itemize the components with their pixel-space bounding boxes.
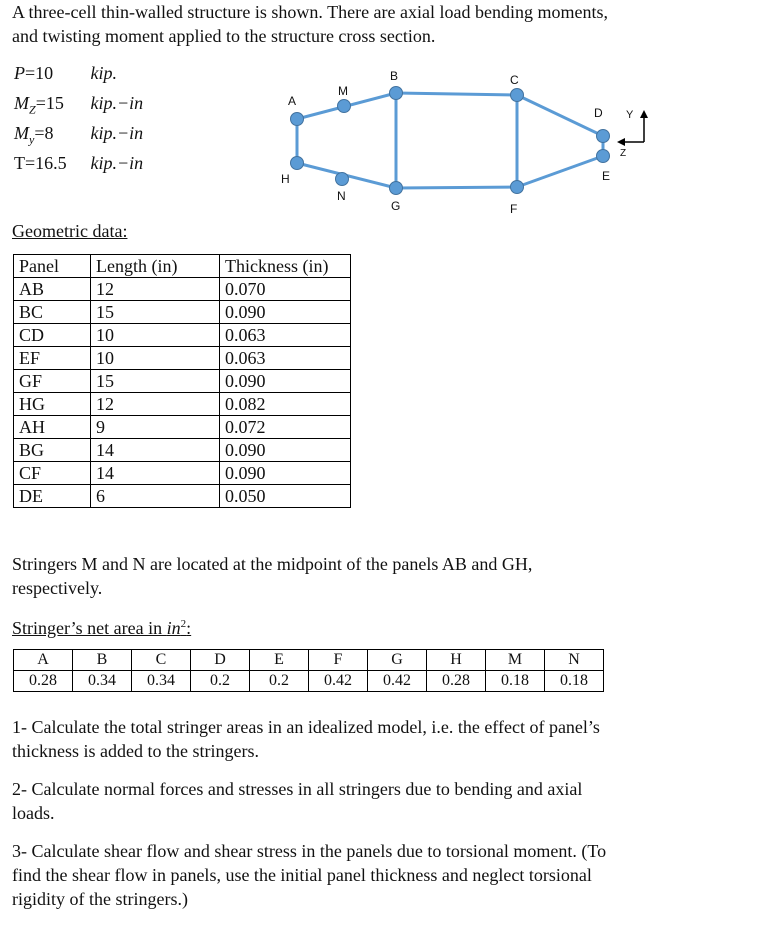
load-symbol: M — [14, 123, 29, 143]
load-symbol: P — [14, 63, 25, 83]
z-arrow-head — [617, 138, 625, 146]
stringer-value: 0.34 — [73, 671, 132, 692]
stringer-value: 0.28 — [427, 671, 486, 692]
node-labels — [281, 69, 610, 216]
stringer-area-unit: in — [166, 618, 181, 638]
thickness-cell: 0.090 — [220, 439, 351, 462]
node-D — [597, 130, 610, 143]
stringer-label: A — [14, 650, 73, 671]
geometric-data-heading: Geometric data: — [12, 221, 128, 241]
header-length: Length (in) — [91, 255, 220, 278]
intro-line-2: and twisting moment applied to the structure cross section. — [12, 26, 436, 46]
stringer-value: 0.2 — [191, 671, 250, 692]
question-2 — [12, 777, 772, 825]
stringer-label: F — [309, 650, 368, 671]
question-3-line-2: find the shear flow in panels, use the initial panel thickness and neglect torsional — [12, 865, 592, 885]
load-subscript: Z — [29, 102, 36, 117]
load-subscript: y — [29, 132, 35, 147]
stringer-value: 0.18 — [545, 671, 604, 692]
stringer-label: H — [427, 650, 486, 671]
thickness-cell: 0.072 — [220, 416, 351, 439]
table-row — [14, 393, 351, 416]
node-label-E: E — [602, 169, 611, 183]
length-cell: 6 — [91, 485, 220, 508]
stringer-area-heading — [12, 612, 191, 640]
stringer-label: C — [132, 650, 191, 671]
panel-BC — [396, 93, 517, 95]
table-row — [14, 439, 351, 462]
node-H — [291, 157, 304, 170]
header-thickness: Thickness (in) — [220, 255, 351, 278]
panel-cell: BC — [14, 301, 91, 324]
question-3-line-1: 3- Calculate shear flow and shear stress in the panels due to torsional moment. (To — [12, 841, 607, 861]
question-3 — [12, 839, 772, 911]
stringer-value: 0.42 — [368, 671, 427, 692]
node-M — [338, 100, 351, 113]
length-cell: 12 — [91, 278, 220, 301]
stringer-value: 0.42 — [309, 671, 368, 692]
y-arrow-head — [640, 110, 648, 118]
question-1-line-2: thickness is added to the stringers. — [12, 741, 259, 761]
load-value: =10 — [25, 63, 54, 83]
panel-cell: AB — [14, 278, 91, 301]
length-cell: 14 — [91, 462, 220, 485]
length-cell: 10 — [91, 347, 220, 370]
load-row — [14, 118, 143, 148]
load-row — [14, 88, 143, 118]
node-G — [390, 182, 403, 195]
node-A — [291, 113, 304, 126]
node-B — [390, 87, 403, 100]
load-unit: kip. — [90, 63, 117, 83]
thickness-cell: 0.050 — [220, 485, 351, 508]
panel-cell: DE — [14, 485, 91, 508]
stringer-value: 0.28 — [14, 671, 73, 692]
load-value: =8 — [34, 123, 54, 143]
load-row — [14, 148, 143, 178]
panel-CD — [517, 95, 603, 136]
node-label-H: H — [281, 172, 290, 186]
thickness-cell: 0.063 — [220, 324, 351, 347]
stringer-note — [12, 552, 772, 600]
node-N — [336, 173, 349, 186]
thickness-cell: 0.063 — [220, 347, 351, 370]
length-cell: 15 — [91, 370, 220, 393]
panel-GF — [396, 187, 517, 188]
load-row — [14, 58, 143, 88]
stringer-value: 0.34 — [132, 671, 191, 692]
length-cell: 9 — [91, 416, 220, 439]
panel-cell: EF — [14, 347, 91, 370]
node-C — [511, 89, 524, 102]
question-2-line-1: 2- Calculate normal forces and stresses in all stringers due to bending and axial — [12, 779, 583, 799]
length-cell: 15 — [91, 301, 220, 324]
geometric-data-table — [13, 254, 351, 508]
panel-cell: GF — [14, 370, 91, 393]
load-value: =15 — [35, 93, 64, 113]
load-symbol: T — [14, 153, 25, 173]
table-row — [14, 462, 351, 485]
stringer-value: 0.2 — [250, 671, 309, 692]
stringer-label: E — [250, 650, 309, 671]
node-label-C: C — [510, 73, 519, 87]
stringer-label: D — [191, 650, 250, 671]
stringer-area-heading-text: Stringer’s net area in — [12, 618, 167, 638]
node-E — [597, 150, 610, 163]
question-1-line-1: 1- Calculate the total stringer areas in an idealized model, i.e. the effect of panel’s — [12, 717, 600, 737]
table-row — [14, 278, 351, 301]
problem-intro — [12, 0, 772, 48]
node-label-F: F — [510, 202, 518, 216]
stringer-note-line-2: respectively. — [12, 578, 103, 598]
intro-line-1: A three-cell thin-walled structure is shown. There are axial load bending moments, — [12, 2, 608, 22]
stringer-label: N — [545, 650, 604, 671]
load-value: =16.5 — [25, 153, 67, 173]
panel-cell: CD — [14, 324, 91, 347]
panel-cell: HG — [14, 393, 91, 416]
stringer-value-row — [14, 671, 604, 692]
question-1 — [12, 715, 772, 763]
table-row — [14, 301, 351, 324]
load-unit: kip.−in — [90, 123, 144, 143]
node-label-N: N — [337, 189, 346, 203]
load-symbol: M — [14, 93, 29, 113]
table-row — [14, 485, 351, 508]
z-axis-label: Z — [620, 148, 627, 159]
stringer-area-exponent: 2 — [180, 618, 187, 630]
stringer-label: M — [486, 650, 545, 671]
panel-EF — [517, 156, 603, 187]
load-unit: kip.−in — [90, 153, 144, 173]
load-unit: kip.−in — [90, 93, 144, 113]
axis-indicator — [617, 109, 648, 159]
node-label-G: G — [391, 199, 401, 213]
panel-cell: BG — [14, 439, 91, 462]
length-cell: 14 — [91, 439, 220, 462]
stringer-nodes — [291, 87, 610, 195]
question-2-line-2: loads. — [12, 803, 55, 823]
thickness-cell: 0.090 — [220, 301, 351, 324]
thickness-cell: 0.090 — [220, 370, 351, 393]
loads-list — [14, 58, 143, 178]
node-label-M: M — [338, 84, 348, 98]
y-axis-label: Y — [626, 109, 634, 121]
length-cell: 10 — [91, 324, 220, 347]
thickness-cell: 0.082 — [220, 393, 351, 416]
stringer-label-row — [14, 650, 604, 671]
stringer-area-colon: : — [186, 618, 192, 638]
question-3-line-3: rigidity of the stringers.) — [12, 889, 188, 909]
table-header-row — [14, 255, 351, 278]
table-row — [14, 416, 351, 439]
table-row — [14, 324, 351, 347]
node-label-A: A — [288, 94, 297, 108]
thickness-cell: 0.090 — [220, 462, 351, 485]
length-cell: 12 — [91, 393, 220, 416]
stringer-label: B — [73, 650, 132, 671]
stringer-note-line-1: Stringers M and N are located at the midpoint of the panels AB and GH, — [12, 554, 533, 574]
table-row — [14, 370, 351, 393]
node-label-B: B — [390, 69, 399, 83]
cross-section-diagram — [270, 60, 670, 230]
node-F — [511, 181, 524, 194]
panel-cell: AH — [14, 416, 91, 439]
stringer-label: G — [368, 650, 427, 671]
node-label-D: D — [594, 106, 603, 120]
panel-cell: CF — [14, 462, 91, 485]
stringer-area-table — [13, 649, 604, 692]
header-panel: Panel — [14, 255, 91, 278]
thickness-cell: 0.070 — [220, 278, 351, 301]
table-row — [14, 347, 351, 370]
stringer-value: 0.18 — [486, 671, 545, 692]
